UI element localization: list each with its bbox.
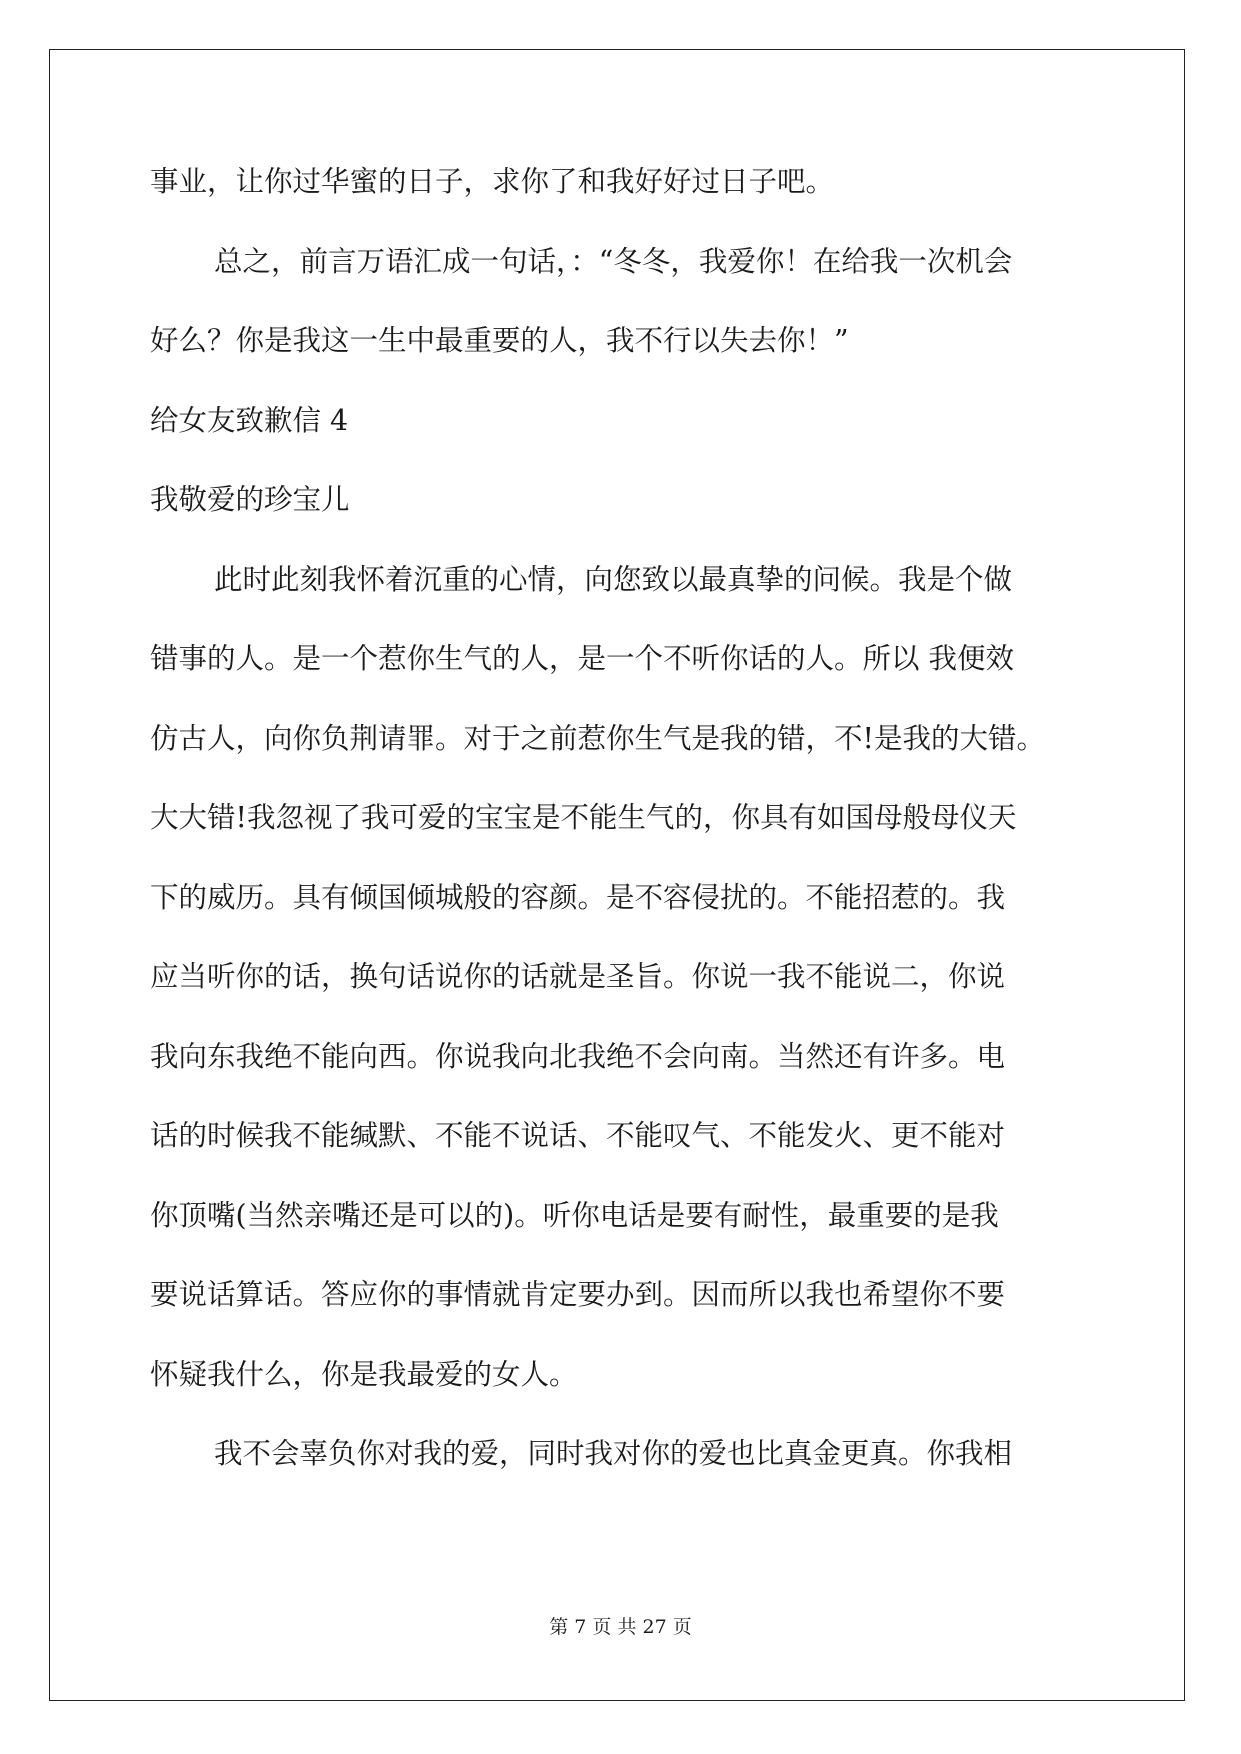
text-line: 错事的人。是一个惹你生气的人，是一个不听你话的人。所以 我便效: [150, 642, 1015, 675]
text-line: 我不会辜负你对我的爱，同时我对你的爱也比真金更真。你我相: [214, 1437, 1013, 1470]
text-line: 此时此刻我怀着沉重的心情，向您致以最真挚的问候。我是个做: [214, 562, 1013, 596]
text-line: 事业，让你过华蜜的日子，求你了和我好好过日子吧。: [150, 165, 835, 198]
document-body: [150, 160, 1090, 1494]
text-line: 话的时候我不能缄默、不能不说话、不能叹气、不能发火、更不能对: [150, 1119, 1006, 1152]
text-line: 要说话算话。答应你的事情就肯定要办到。因而所以我也希望你不要: [150, 1278, 1006, 1311]
text-line: 总之，前言万语汇成一句话，：“冬冬，我爱你！在给我一次机会: [214, 244, 1013, 278]
page-footer: [0, 1612, 1241, 1639]
text-line: 我向东我绝不能向西。你说我向北我绝不会向南。当然还有许多。电: [150, 1039, 1006, 1073]
text-line: 好么？你是我这一生中最重要的人，我不行以失去你！”: [150, 324, 849, 357]
text-line: 下的威历。具有倾国倾城般的容颜。是不容侵扰的。不能招惹的。我: [150, 880, 1006, 914]
text-line: 怀疑我什么，你是我最爱的女人。: [150, 1357, 578, 1391]
text-line: 应当听你的话，换句话说你的话就是圣旨。你说一我不能说二，你说: [150, 960, 1006, 993]
section-heading: 给女友致歉信 4: [150, 403, 349, 437]
page-number: 第 7 页 共 27 页: [549, 1616, 692, 1638]
letter-salutation: 我敬爱的珍宝儿: [150, 483, 350, 516]
text-line: 你顶嘴(当然亲嘴还是可以的)。听你电话是要有耐性，最重要的是我: [150, 1198, 999, 1232]
text-line: 大大错!我忽视了我可爱的宝宝是不能生气的，你具有如国母般母仪天: [150, 801, 1017, 834]
text-line: 仿古人，向你负荆请罪。对于之前惹你生气是我的错，不!是我的大错。: [150, 721, 1045, 755]
